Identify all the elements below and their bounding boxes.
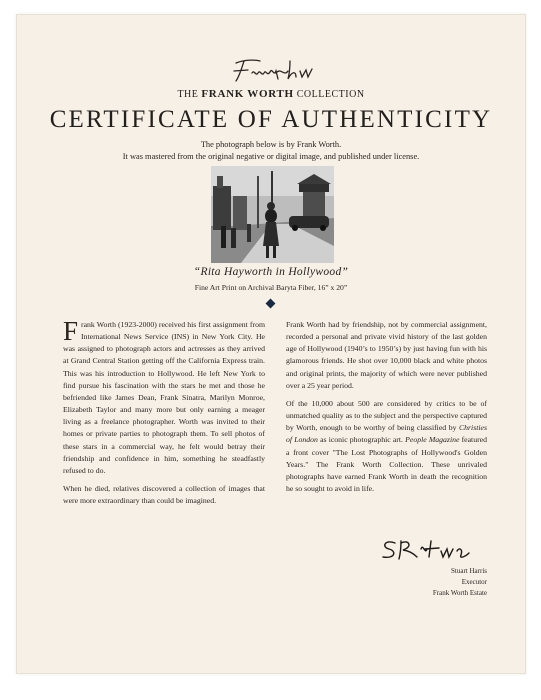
executor-role: Executor (461, 578, 487, 586)
collection-name: FRANK WORTH (201, 88, 294, 100)
body-column-left (63, 316, 265, 513)
emphasis-christies: Christies of London (286, 423, 487, 445)
emphasis-people-magazine: People Magazine (405, 435, 460, 445)
signoff-block (367, 535, 487, 599)
paragraph-text: rank Worth (1923-2000) received his first assignment from International News Service (INS) in New York City. He was assigned to photograph actors and actresses as they arrived at Grand Central Station getting off the California Express train. This was his introduction to Hollywood. He left New York to find pursue his fascination with the stars he met and those he befriended like James Dean, Frank Sinatra, Marilyn Monroe, Elizabeth Taylor and many more but only earning a meager living as a freelance photographer. Worth was invited to their homes or private parties to photograph them. To sell photos of these stars in a commercial way, he felt would betray their friendship and confidence in him, something he steadfastly refused to do. (63, 320, 265, 475)
body-paragraph (286, 398, 487, 495)
collection-suffix: COLLECTION (296, 89, 365, 100)
frank-worth-signature (17, 57, 525, 90)
paragraph-text: featured a front cover "The Lost Photographs of Hollywood's Golden Years." The Frank Worth Collection. These unrivaled photographs have earned Frank Worth in death the recognition he so sought to avoid in life. (286, 435, 487, 494)
executor-signature (367, 535, 487, 563)
photo-subcaption: Fine Art Print on Archival Baryta Fiber, 16” x 20” (194, 283, 348, 292)
collection-heading (17, 88, 525, 100)
photo-caption: “Rita Hayworth in Hollywood” (193, 266, 349, 278)
executor-org: Frank Worth Estate (432, 589, 487, 597)
executor-name: Stuart Harris (451, 567, 487, 575)
signature-graphic (226, 57, 316, 85)
body-paragraph: When he died, relatives discovered a collection of images that were more extraordinary than could be imagined. (63, 484, 265, 506)
collection-prefix: THE (177, 89, 199, 100)
page-title: CERTIFICATE OF AUTHENTICITY (49, 106, 493, 133)
paragraph-text: Of the 10,000 about 500 are considered by critics to be of unmatched quality as to the subject and the perspective captured by Worth, enough to be worthy of being classified by (286, 398, 487, 433)
diamond-divider-icon (266, 299, 276, 309)
photograph (211, 166, 334, 263)
certificate-sheet (16, 14, 526, 674)
intro-line-2: It was mastered from the original negative or digital image, and published under license. (122, 151, 420, 161)
paragraph-text: as iconic photographic art. (317, 435, 406, 445)
intro-text (17, 139, 525, 162)
street-scene-image (211, 166, 334, 263)
body-paragraph (63, 316, 265, 477)
body-column-right (286, 319, 487, 501)
intro-line-1: The photograph below is by Frank Worth. (200, 140, 342, 149)
drop-cap: F (63, 316, 79, 346)
body-paragraph: Frank Worth had by friendship, not by commercial assignment, recorded a personal and private vivid history of the last golden age of Hollywood (1940’s to 1950’s) by just having fun with his glamorous friends. He shot over 10,000 black and white photos and original prints, the majority of which were never published over a 25 year period. (286, 320, 487, 390)
